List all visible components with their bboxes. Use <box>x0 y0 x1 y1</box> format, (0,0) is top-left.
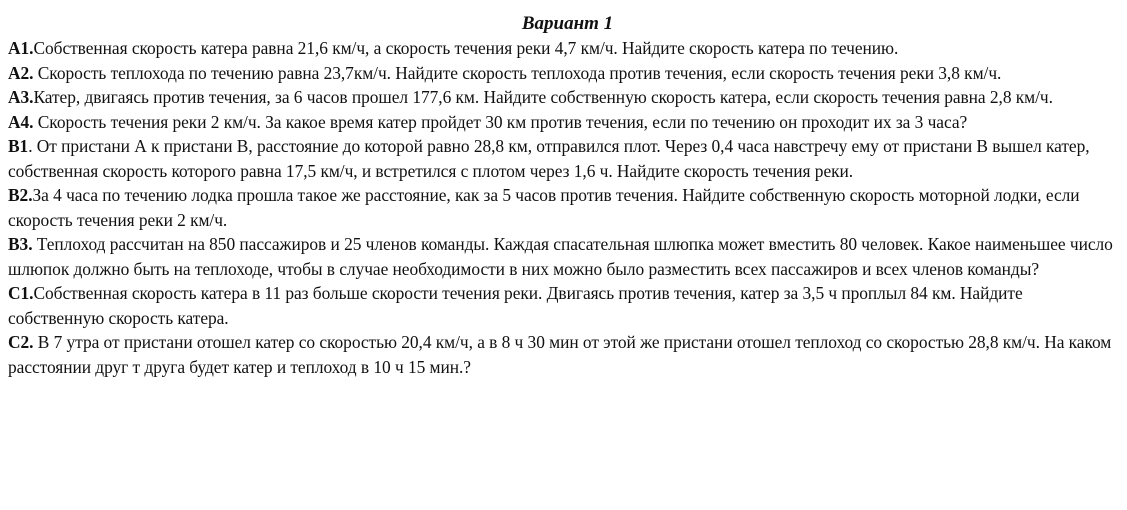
problem-a1 <box>8 36 1119 61</box>
problem-c2 <box>8 330 1119 379</box>
problem-text: Собственная скорость катера в 11 раз больше скорости течения реки. Двигаясь против течения, катер за 3,5 ч проплыл 84 км. Найдите собственную скорость катера. <box>8 283 1023 328</box>
problem-a3 <box>8 85 1119 110</box>
problem-text: Скорость теплохода по течению равна 23,7км/ч. Найдите скорость теплохода против течения, если скорость течения реки 3,8 км/ч. <box>33 62 1002 83</box>
problem-text: Теплоход рассчитан на 850 пассажиров и 25 членов команды. Каждая спасательная шлюпка может вместить 80 человек. Какое наименьшее число шлюпок должно быть на теплоходе, чтобы в случае необходимости в них можно было разместить всех пассажиров и всех членов команды? <box>8 234 1113 279</box>
problem-text: За 4 часа по течению лодка прошла такое же расстояние, как за 5 часов против течения. Найдите собственную скорость моторной лодки, если скорость течения реки 2 км/ч. <box>8 185 1080 230</box>
problem-label: В1 <box>8 136 29 156</box>
problem-label: С2. <box>8 332 34 352</box>
problem-text: В 7 утра от пристани отошел катер со скоростью 20,4 км/ч, а в 8 ч 30 мин от этой же пристани отошел теплоход со скоростью 28,8 км/ч. На каком расстоянии друг т друга будет катер и теплоход в 10 ч 15 мин.? <box>8 332 1112 377</box>
problem-a4 <box>8 110 1119 135</box>
problem-label: А1. <box>8 38 34 58</box>
problem-label: А3. <box>8 87 34 107</box>
problem-label: В2. <box>8 185 33 205</box>
problem-label: В3. <box>8 234 33 254</box>
problem-label: А4. <box>8 111 34 132</box>
problem-text: Скорость течения реки 2 км/ч. За какое время катер пройдет 30 км против течения, если по течению он проходит их за 3 часа? <box>33 111 968 132</box>
variant-title: Вариант 1 <box>521 13 614 34</box>
problem-b1 <box>8 134 1119 183</box>
problem-b3 <box>8 232 1119 281</box>
problem-c1 <box>8 281 1119 330</box>
problem-text: Собственная скорость катера равна 21,6 км/ч, а скорость течения реки 4,7 км/ч. Найдите скорость катера по течению. <box>33 38 899 58</box>
problem-a2 <box>8 61 1119 86</box>
problem-text: . От пристани А к пристани В, расстояние до которой равно 28,8 км, отправился плот. Через 0,4 часа навстречу ему от пристани В вышел катер, собственная скорость которого равна 17,5 км/ч, и встретился с плотом через 1,6 ч. Найдите скорость течения реки. <box>8 136 1090 181</box>
problem-text: Катер, двигаясь против течения, за 6 часов прошел 177,6 км. Найдите собственную скорость катера, если скорость течения равна 2,8 км/ч. <box>33 87 1053 107</box>
problem-label: А2. <box>8 62 34 83</box>
problem-b2 <box>8 183 1119 232</box>
problem-label: С1. <box>8 283 34 303</box>
